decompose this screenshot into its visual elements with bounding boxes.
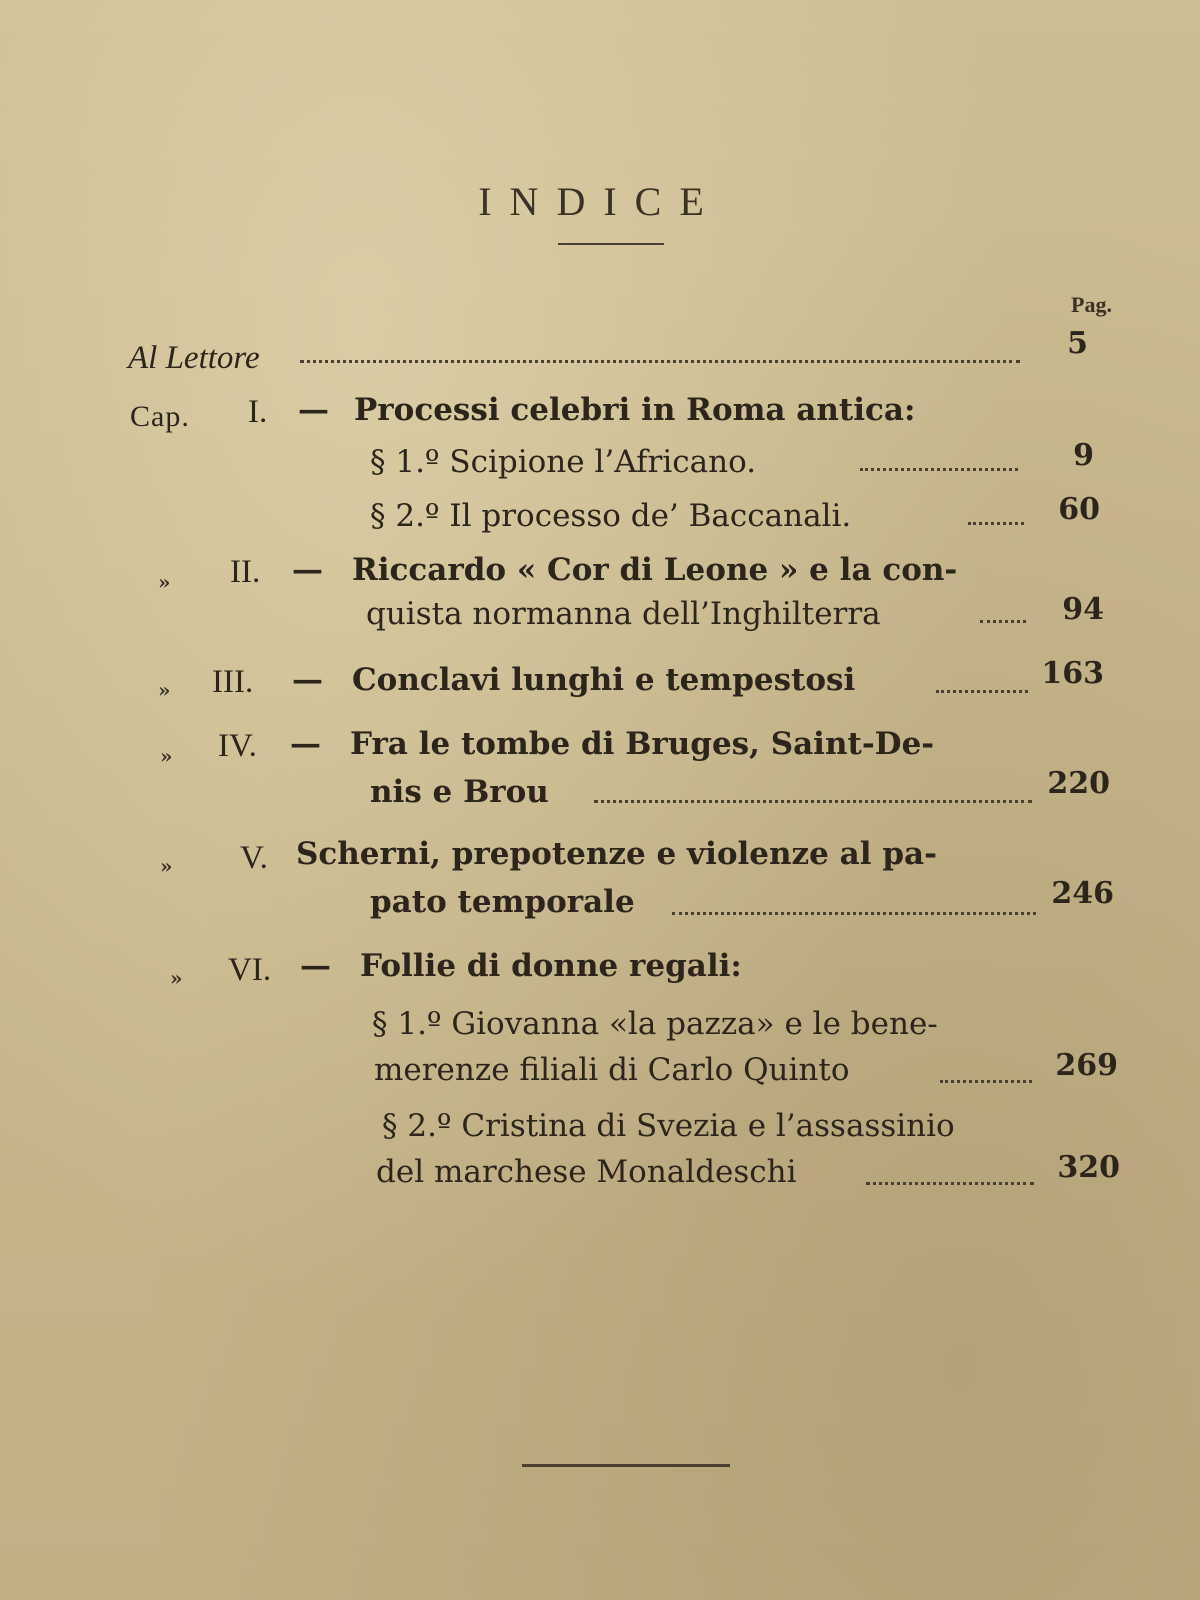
al-lettore-page: 5: [1067, 326, 1088, 361]
section-6-1-line1: § 1.º Giovanna «la pazza» e le bene-: [372, 1006, 938, 1042]
section-1-2-label: § 2.º Il processo de’ Baccanali.: [370, 498, 852, 534]
al-lettore-label: Al Lettore: [128, 340, 260, 376]
leader-dots: [980, 620, 1026, 623]
section-6-2-line1: § 2.º Cristina di Svezia e l’assassinio: [382, 1108, 955, 1144]
chapter-dash: —: [292, 552, 323, 588]
chapter-numeral: V.: [240, 840, 268, 876]
section-1-1-page: 9: [1073, 438, 1094, 473]
chapter-4-title-line1: Fra le tombe di Bruges, Saint-De-: [350, 726, 935, 762]
bottom-rule: [522, 1464, 730, 1467]
chapter-1-title: Processi celebri in Roma antica:: [354, 392, 916, 428]
chapter-dash: —: [292, 662, 323, 698]
chapter-2-title-line2: quista normanna dell’Inghilterra: [366, 596, 881, 632]
chapter-3-title: Conclavi lunghi e tempestosi: [352, 662, 856, 698]
chapter-numeral: III.: [212, 664, 254, 700]
chapter-dash: —: [298, 392, 329, 428]
chapter-numeral: VI.: [228, 952, 272, 988]
section-6-1-page: 269: [1055, 1048, 1118, 1083]
section-6-2-page: 320: [1057, 1150, 1120, 1185]
ditto-mark: »: [160, 854, 173, 878]
ditto-mark: »: [170, 966, 183, 990]
chapter-dash: —: [300, 948, 331, 984]
ditto-mark: »: [158, 678, 171, 702]
chapter-4-title-line2: nis e Brou: [370, 774, 549, 810]
leader-dots: [940, 1080, 1032, 1083]
section-1-2-page: 60: [1058, 492, 1100, 527]
chapter-dash: —: [290, 726, 321, 762]
title-rule: [558, 243, 664, 245]
leader-dots: [968, 522, 1024, 525]
cap-label: Cap.: [130, 400, 190, 433]
chapter-numeral: I.: [248, 394, 268, 430]
ditto-mark: »: [160, 744, 173, 768]
chapter-5-page: 246: [1051, 876, 1114, 911]
leader-dots: [936, 690, 1028, 693]
section-1-1-label: § 1.º Scipione l’Africano.: [370, 444, 757, 480]
leader-dots: [594, 800, 1032, 803]
chapter-5-title-line2: pato temporale: [370, 884, 635, 920]
chapter-4-page: 220: [1047, 766, 1110, 801]
chapter-numeral: IV.: [218, 728, 257, 764]
chapter-6-title: Follie di donne regali:: [360, 948, 742, 984]
chapter-numeral: II.: [230, 554, 261, 590]
leader-dots: [866, 1182, 1034, 1185]
section-6-2-line2: del marchese Monaldeschi: [376, 1154, 797, 1190]
chapter-5-title-line1: Scherni, prepotenze e violenze al pa-: [296, 836, 937, 872]
chapter-2-title-line1: Riccardo « Cor di Leone » e la con-: [352, 552, 958, 588]
page-title: INDICE: [478, 179, 722, 224]
leader-dots: [300, 360, 1020, 363]
chapter-2-page: 94: [1062, 592, 1104, 627]
section-6-1-line2: merenze filiali di Carlo Quinto: [374, 1052, 850, 1088]
page-column-label: Pag.: [1071, 292, 1112, 317]
chapter-3-page: 163: [1041, 656, 1104, 691]
leader-dots: [672, 912, 1036, 915]
leader-dots: [860, 468, 1018, 471]
ditto-mark: »: [158, 570, 171, 594]
